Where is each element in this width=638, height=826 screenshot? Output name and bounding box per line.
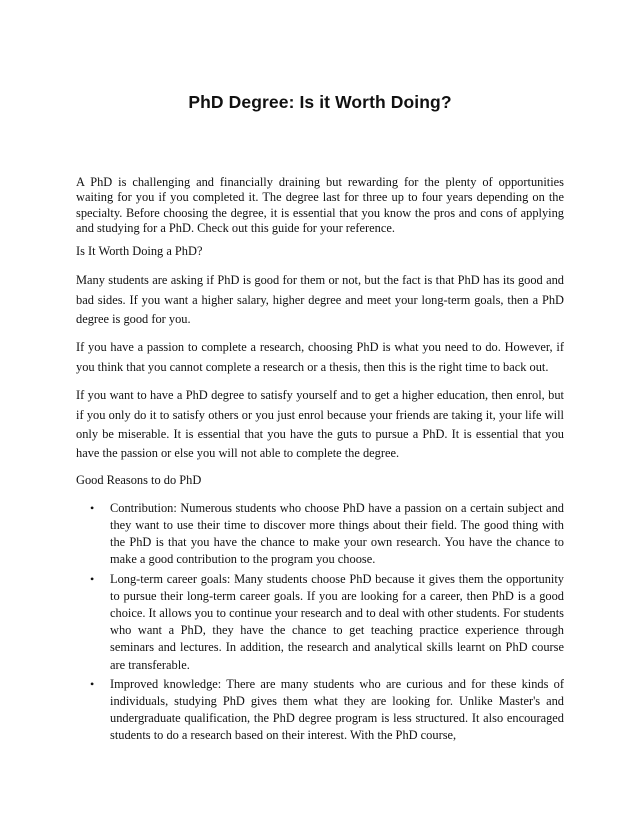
list-item (76, 676, 564, 745)
list-item (76, 571, 564, 674)
section-heading-worth-doing: Is It Worth Doing a PhD? (76, 244, 203, 259)
reasons-list (76, 500, 564, 745)
intro-paragraph: A PhD is challenging and financially draining but rewarding for the plenty of opportunities waiting for you if you completed it. The degree last for three up to four years depending on the specialty. Before choosing the degree, it is essential that you know the pros and cons of applying and studying for a PhD. Check out this guide for your reference. (76, 175, 564, 235)
body-paragraph: Many students are asking if PhD is good for them or not, but the fact is that PhD has its good and bad sides. If you want a higher salary, higher degree and meet your long-term goals, then a PhD degree is good for you. (76, 273, 564, 326)
document-page (76, 92, 564, 747)
body-paragraph: If you want to have a PhD degree to satisfy yourself and to get a higher education, then enrol, but if you only do it to satisfy others or you just enrol because your friends are taking it, your life will only be miserable. It is essential that you have the guts to pursue a PhD. It is essential that you have the passion or else you will not able to complete the degree. (76, 388, 564, 461)
section-heading-good-reasons: Good Reasons to do PhD (76, 472, 202, 487)
list-item-text: Contribution: Numerous students who choose PhD have a passion on a certain subject and they want to use their time to discover more things about their field. The good thing with the PhD is that you have the chance to make your own research. You have the chance to make a good contribution to the program you choose. (110, 500, 564, 567)
list-item-text: Long-term career goals: Many students choose PhD because it gives them the opportunity to pursue their long-term career goals. If you are looking for a career, then PhD is a good choice. It allows you to continue your research and to deal with other students. For students who want a PhD, they have the chance to get teaching practice experience through seminars and lectures. In addition, the research and analytical skills learnt on PhD course are transferable. (110, 571, 564, 672)
list-item-text: Improved knowledge: There are many students who are curious and for these kinds of individuals, studying PhD gives them what they are looking for. Unlike Master's and undergraduate qualification, the PhD degree program is less structured. It also encouraged students to do a research based on their interest. With the PhD course, (110, 676, 564, 743)
bullet-icon: • (90, 676, 95, 691)
bullet-icon: • (90, 571, 95, 586)
document-title: PhD Degree: Is it Worth Doing? (188, 92, 452, 112)
bullet-icon: • (90, 500, 95, 515)
list-item (76, 500, 564, 569)
body-paragraph: If you have a passion to complete a research, choosing PhD is what you need to do. However, if you think that you cannot complete a research or a thesis, then this is the right time to back out. (76, 340, 564, 374)
